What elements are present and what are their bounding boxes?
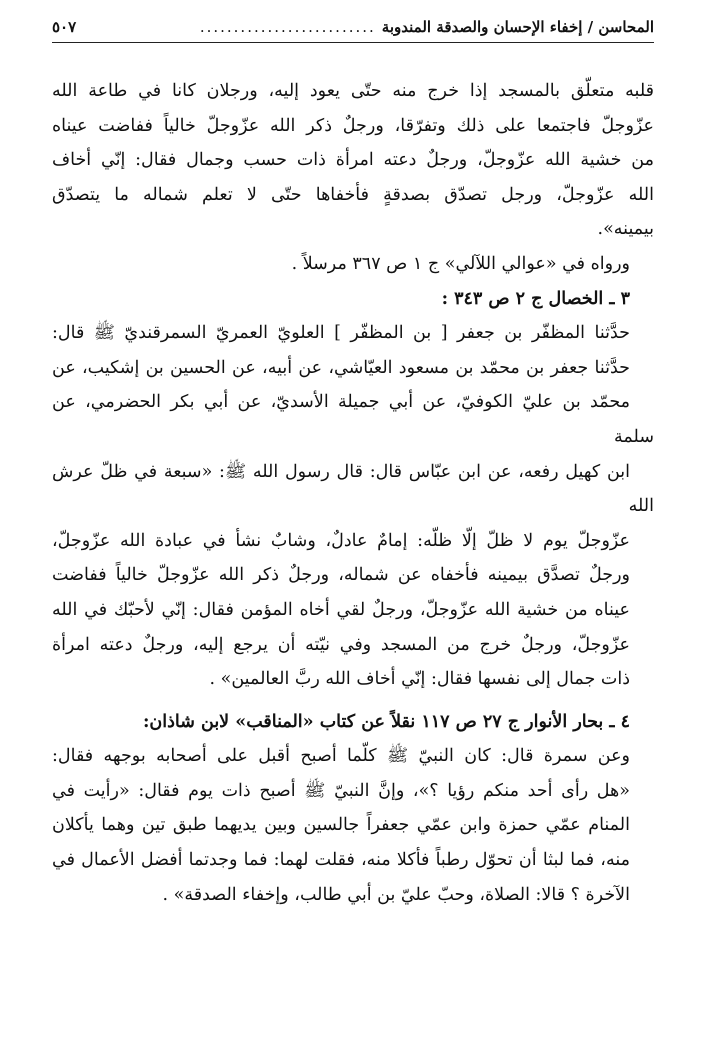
paragraph-continuation bbox=[52, 74, 654, 247]
section-heading-khisal bbox=[52, 282, 654, 317]
text-line: قلبه متعلّق بالمسجد إذا خرج منه حتّى يعود إليه، ورجلان كانا في طاعة الله bbox=[52, 81, 654, 101]
paragraph-hadith-samura bbox=[52, 739, 654, 912]
page-number: ٥٠٧ bbox=[52, 18, 77, 36]
header-leader-dots: .......................... bbox=[199, 18, 376, 36]
text-line: محمّد بن عليّ الكوفيّ، عن أبي جميلة الأسديّ، عن أبي بكر الحضرمي، عن سلمة bbox=[52, 392, 654, 447]
text-line: «هل رأى أحد منكم رؤيا ؟»، وإنَّ النبيّ ﷺ أصبح ذات يوم فقال: «رأيت في bbox=[52, 780, 630, 801]
heading-line: ٣ ـ الخصال ج ٢ ص ٣٤٣ : bbox=[441, 288, 630, 309]
text-line: حدَّثنا جعفر بن محمّد بن مسعود العيّاشي، عن أبيه، عن الحسين بن إشكيب، عن bbox=[52, 357, 630, 378]
header-rule bbox=[52, 42, 654, 43]
text-line: عزّوجلّ، ورجلٌ خرج من المسجد وفي نيّته أن يرجع إليه، ورجلٌ دعته امرأة bbox=[52, 634, 630, 655]
text-line: المنام عمّي حمزة وابن عمّي جعفراً جالسين وبين يديهما طبق تين وهما يأكلان bbox=[52, 815, 630, 836]
running-header bbox=[52, 14, 654, 40]
text-line: ابن كهيل رفعه، عن ابن عبّاس قال: قال رسول الله ﷺ: «سبعة في ظلّ عرش الله bbox=[52, 461, 654, 517]
paragraph-hadith-seven bbox=[52, 316, 654, 697]
text-line: عيناه من خشية الله عزّوجلّ، ورجلٌ لقي أخاه المؤمن فقال: إنّي لأحبّك في الله bbox=[52, 599, 630, 620]
text-line: ذات جمال إلى نفسها فقال: إنّي أخاف الله ربَّ العالمين» . bbox=[209, 669, 630, 690]
text-line: من خشية الله عزّوجلّ، ورجلٌ دعته امرأة ذات حسب وجمال فقال: إنّي أخاف bbox=[52, 150, 654, 171]
text-line: وعن سمرة قال: كان النبيّ ﷺ كلّما أصبح أقبل على أصحابه بوجهه فقال: bbox=[52, 746, 630, 767]
text-line: عزّوجلّ يوم لا ظلّ إلّا ظلّه: إمامٌ عادلٌ، وشابٌ نشأ في عبادة الله عزّوجلّ، bbox=[52, 530, 630, 551]
text-line: بيمينه». bbox=[597, 219, 654, 240]
text-line: ورجلٌ تصدَّق بيمينه فأخفاه عن شماله، ورجلٌ ذكر الله عزّوجلّ خالياً ففاضت bbox=[52, 565, 630, 586]
text-line: الآخرة ؟ قالا: الصلاة، وحبّ عليّ بن أبي طالب، وإخفاء الصدقة» . bbox=[162, 884, 630, 905]
header-title: المحاسن / إخفاء الإحسان والصدقة المندوبة bbox=[381, 18, 654, 36]
text-line: عزّوجلّ فاجتمعا على ذلك وتفرّقا، ورجلٌ ذكر الله عزّوجلّ خالياً ففاضت عيناه bbox=[52, 115, 654, 136]
heading-line: ٤ ـ بحار الأنوار ج ٢٧ ص ١١٧ نقلاً عن كتاب «المناقب» لابن شاذان: bbox=[142, 711, 630, 732]
paragraph-source-note bbox=[52, 247, 654, 282]
text-line: حدَّثنا المظفّر بن جعفر [ بن المظفّر ] العلويّ العمريّ السمرقنديّ ﷺ قال: bbox=[52, 323, 630, 344]
page-body bbox=[52, 74, 654, 912]
text-line: منه، فما لبثا أن تحوّل رطباً فأكلا منه، فقلت لهما: فما وجدتما أفضل الأعمال في bbox=[52, 850, 630, 871]
section-heading-bihar bbox=[52, 705, 654, 740]
text-line: الله عزّوجلّ، ورجل تصدّق بصدقةٍ فأخفاها حتّى لا تعلم شماله ما يتصدّق bbox=[52, 184, 654, 205]
text-line: ورواه في «عوالي اللآلي» ج ١ ص ٣٦٧ مرسلاً . bbox=[291, 253, 630, 274]
